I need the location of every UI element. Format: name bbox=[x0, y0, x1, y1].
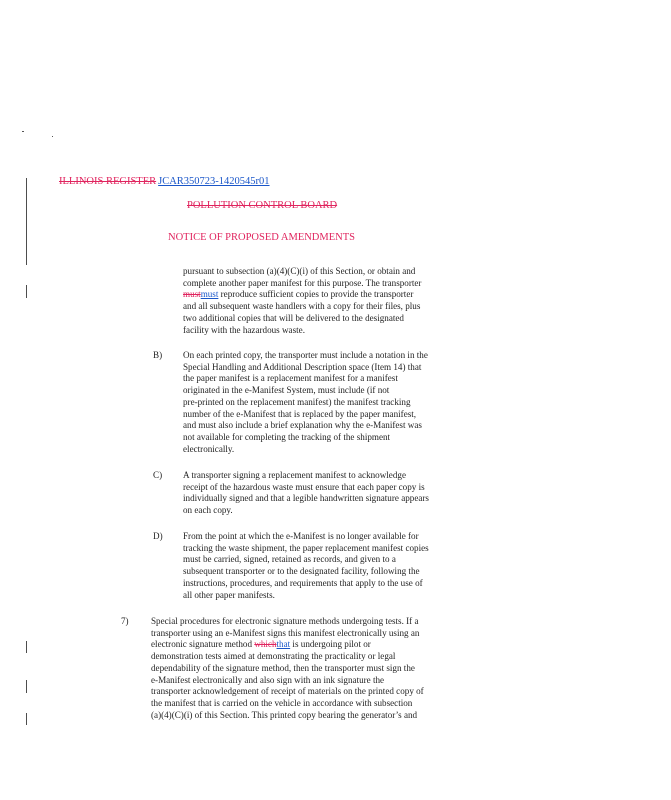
intro-paragraph bbox=[183, 266, 421, 336]
text-line: must be carried, signed, retained as records, and given to a bbox=[183, 554, 396, 565]
text-line: From the point at which the e-Manifest is no longer available for bbox=[183, 531, 419, 541]
text-line: and must also include a brief explanation why the e-Manifest was bbox=[183, 420, 422, 431]
item-b-paragraph bbox=[183, 350, 428, 455]
change-bar bbox=[26, 641, 27, 653]
deleted-word: must bbox=[183, 289, 201, 300]
register-inserted: JCAR350723-1420545r01 bbox=[158, 176, 270, 187]
text-line: dependability of the signature method, then the transporter must sign the bbox=[151, 662, 415, 673]
notice-header: NOTICE OF PROPOSED AMENDMENTS bbox=[168, 232, 355, 243]
text-line: tracking the waste shipment, the paper replacement manifest copies bbox=[183, 542, 429, 553]
item-b-label: B) bbox=[153, 350, 163, 360]
text-line: pre-printed on the replacement manifest) the manifest tracking bbox=[183, 396, 411, 407]
scan-speck bbox=[52, 136, 53, 137]
text-line: e-Manifest electronically and also sign with an ink signature the bbox=[151, 674, 385, 685]
text-line: facility with the hazardous waste. bbox=[183, 324, 305, 335]
register-header bbox=[59, 176, 270, 187]
change-bar bbox=[26, 285, 27, 298]
text-line: subsequent transporter or to the designated facility, following the bbox=[183, 566, 420, 577]
text-line: the manifest that is carried on the vehicle in accordance with subsection bbox=[151, 697, 413, 708]
text-line: not available for completing the tracking of the shipment bbox=[183, 431, 391, 442]
line-rest: reproduce sufficient copies to provide the transporter bbox=[218, 289, 414, 300]
text-line: all other paper manifests. bbox=[183, 589, 275, 600]
item-c-label: C) bbox=[153, 470, 163, 480]
deleted-word: which bbox=[254, 639, 277, 650]
text-line bbox=[183, 289, 421, 301]
text-line: transporter acknowledgement of receipt of materials on the printed copy of bbox=[151, 686, 424, 697]
text-line: Special procedures for electronic signature methods undergoing tests. If a bbox=[151, 616, 419, 626]
text-line: complete another paper manifest for this purpose. The transporter bbox=[183, 277, 422, 288]
text-line: on each copy. bbox=[183, 505, 233, 516]
text-line: On each printed copy, the transporter must include a notation in the bbox=[183, 350, 428, 360]
register-deleted: ILLINOIS REGISTER bbox=[59, 176, 157, 187]
change-bar bbox=[26, 680, 27, 693]
text-line: A transporter signing a replacement manifest to acknowledge bbox=[183, 470, 406, 480]
item-c-paragraph bbox=[183, 470, 429, 517]
item-7-paragraph bbox=[151, 616, 424, 721]
text-line: instructions, procedures, and requirements that apply to the use of bbox=[183, 577, 423, 588]
text-line: electronically. bbox=[183, 443, 235, 454]
text-line: receipt of the hazardous waste must ensure that each paper copy is bbox=[183, 481, 425, 492]
text-line: number of the e-Manifest that is replaced by the paper manifest, bbox=[183, 408, 417, 419]
item-7-label: 7) bbox=[121, 616, 129, 626]
text-line: individually signed and that a legible handwritten signature appears bbox=[183, 493, 429, 504]
text-line: Special Handling and Additional Description space (Item 14) that bbox=[183, 361, 422, 372]
item-d-paragraph bbox=[183, 531, 429, 601]
scan-speck bbox=[22, 131, 24, 132]
inserted-word: that bbox=[276, 639, 291, 650]
line-rest: is undergoing pilot or bbox=[290, 639, 371, 650]
text-line: two additional copies that will be delivered to the designated bbox=[183, 312, 404, 323]
board-header: POLLUTION CONTROL BOARD bbox=[187, 200, 338, 211]
item-d-label: D) bbox=[153, 531, 163, 541]
line-pre: electronic signature method bbox=[151, 639, 255, 650]
change-bar bbox=[26, 178, 27, 265]
text-line bbox=[151, 639, 424, 651]
text-line: demonstration tests aimed at demonstrating the practicality or legal bbox=[151, 651, 396, 662]
text-line: transporter using an e-Manifest signs this manifest electronically using an bbox=[151, 627, 420, 638]
text-line: the paper manifest is a replacement manifest for a manifest bbox=[183, 373, 398, 384]
text-line: originated in the e-Manifest System, must include (if not bbox=[183, 385, 390, 396]
change-bar bbox=[26, 713, 27, 725]
inserted-word: must bbox=[200, 289, 219, 300]
text-line: (a)(4)(C)(i) of this Section. This printed copy bearing the generator’s and bbox=[151, 709, 418, 720]
text-line: and all subsequent waste handlers with a copy for their files, plus bbox=[183, 301, 421, 312]
text-line: pursuant to subsection (a)(4)(C)(i) of this Section, or obtain and bbox=[183, 266, 416, 276]
